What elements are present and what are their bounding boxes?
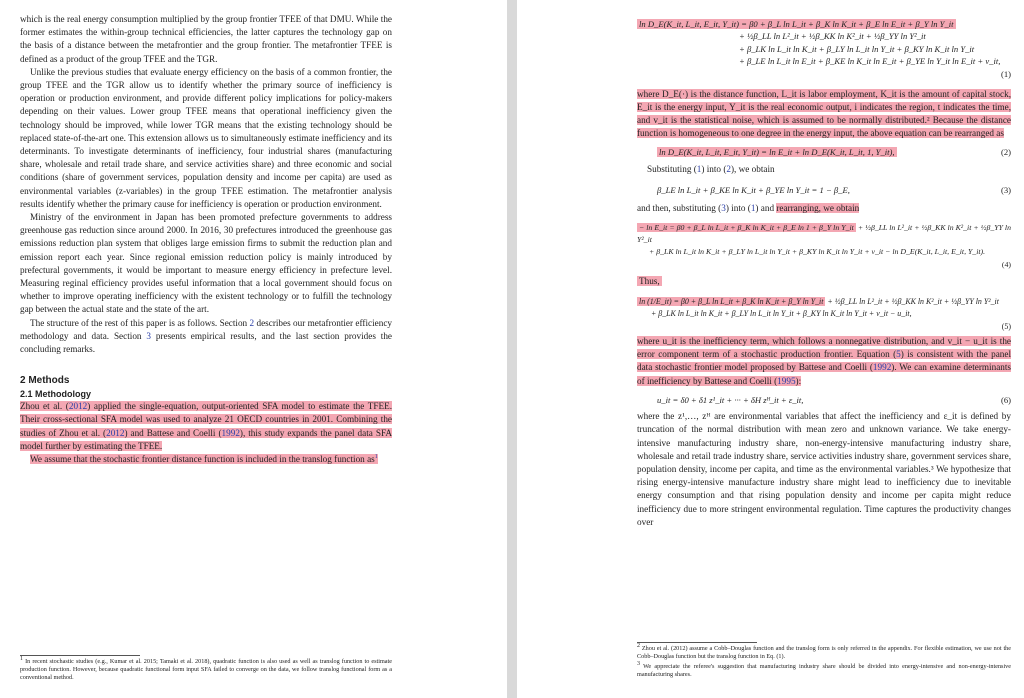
subsection-heading-methodology: 2.1 Methodology bbox=[20, 389, 92, 400]
equation-1: ln D_E(K_it, L_it, E_it, Y_it) = β0 + β_L ln L_it + β_K ln K_it + β_E ln E_it + β_Y ln Y_it + ½β_LL ln L²_it + ½β_KK ln K²_it + ½β_YY ln Y²_it + β_LK ln L_it ln K_it + β_LY ln L_it ln Y_it + β_KY ln K_it ln Y_it + β_LE ln L_it ln E_it + β_KE ln K_it ln E_it + β_YE ln Y_it ln E_it + v_it, (1) bbox=[639, 19, 1011, 80]
paragraph-ministry: Ministry of the environment in Japan has been promoted prefecture governments to address greenhouse gas reduction since around 2000. In 2016, 30 prefectures introduced the greenhouse gas emissions reduction plan system that obliges large emission firms to submit the reduction plan and emission report each year. Since regional emission reduction policy is mainly introduced by prefectural governments, it would be important to measure energy efficiency in prefecture level. Measuring reginal efficiency provides useful information that a local government should focus on whether to improve operating inefficiency with the existent technology or to fulfill the technology gap between the actual state and the state of the art. bbox=[20, 212, 392, 315]
equation-link[interactable]: 3 bbox=[721, 203, 726, 214]
citation-link[interactable]: 1995 bbox=[777, 375, 796, 386]
equation-link[interactable]: 1 bbox=[696, 163, 702, 174]
right-page bbox=[517, 0, 1024, 698]
citation-link[interactable]: 2012 bbox=[106, 427, 125, 438]
citation-link[interactable]: 1992 bbox=[221, 427, 240, 438]
citation-link[interactable]: 1992 bbox=[872, 362, 892, 373]
paragraph-assume: We assume that the stochastic frontier distance function is included in the translog function as$^1$ bbox=[30, 454, 378, 465]
paragraph-intro: which is the real energy consumption multiplied by the group frontier TFEE of that DMU. While the former estimates the within-group technical efficiencies, the latter captures the technology gap on the basis of a distance between the metafrontier and the group frontier. The metafrontier TFEE is defined as a product of the group TFEE and the TGR. bbox=[20, 14, 392, 64]
paragraph-substituting: Substituting (1) into (2), we obtain bbox=[647, 163, 775, 174]
paragraph-unlike: Unlike the previous studies that evaluate energy efficiency on the basis of a common frontier, the group TFEE and the TGR allow us to identify whether the primary source of inefficiency is operation or production environment, and provide different policy implications for policy-makers depending on their values. Lower group TFEE means that operational inefficiency given the technology should be improved, while lower TGR means that the existing technology should be replaced state-of-the-art one. This extension allows us to simultaneously estimate inefficiency and its determinants. To investigate determinants of inefficiency, four industrial shares (manufacturing share, wholesale and retail trade share, and service activities share) and three economic and social conditions (share of government services, population density and income per capita) are used as environmental variables (z-variables) in the group TFEE estimation. The metafrontier analysis results identify whether the primary cause for inefficiency is operation or production environment. bbox=[20, 66, 392, 209]
equation-number: (4) bbox=[1001, 260, 1011, 270]
equation-link[interactable]: 2 bbox=[726, 163, 731, 174]
section-link-3[interactable]: 3 bbox=[146, 330, 151, 341]
footnote-marker[interactable]: 1 bbox=[374, 454, 378, 461]
equation-2: ln D_E(K_it, L_it, E_it, Y_it) = ln E_it + ln D_E(K_it, L_it, 1, Y_it), (2) bbox=[659, 147, 1011, 158]
paragraph-zhou: Zhou et al. (2012) applied the single-equation, output-oriented SFA model to estimate the TFEE. Their cross-sectional SFA model was used to analyze 21 OECD countries in 2001. Combining the studies of Zhou et al. (2012) and Battese and Coelli (1992), this study expands the panel data SFA model further by estimating the TFEE. bbox=[20, 401, 393, 451]
paragraph-where-3: where the z¹,…, zᴴ are environmental variables that affect the inefficiency and ε_it is defined by truncation of the normal distribution with mean zero and unknown variance. We take energy-intensive manufacturing industry share, non-energy-intensive manufacturing industry share, wholesale and retail trade industry share, service activities industry share, government services share, population density, income per capita, and time as the environmental variables.³ We hypothesize that rising energy-intensive manufacture industry share might lead to inefficiency due to inevitable energy consumption and that rising population density and income per capita might reduce inefficiency due to more stringent environmental regulation. Time captures the productivity changes over bbox=[637, 411, 1011, 527]
left-page bbox=[0, 0, 507, 698]
paragraph-then: and then, substituting (3) into (1) and rearranging, we obtain bbox=[637, 203, 860, 214]
equation-link[interactable]: 5 bbox=[896, 349, 901, 360]
footnote-rule bbox=[637, 642, 757, 643]
equation-link[interactable]: 1 bbox=[750, 203, 756, 214]
paragraph-thus: Thus, bbox=[639, 275, 660, 286]
paragraph-structure: The structure of the rest of this paper is as follows. Section 2 describes our metafrontier efficiency methodology and data. Section 3 presents empirical results, and the last section provides the concluding remarks. bbox=[20, 317, 392, 355]
left-column bbox=[20, 13, 392, 466]
footnote-2: $^2$ Zhou et al. (2012) assume a Cobb–Douglas function and the translog form is only referred in the appendix. For flexible estimation, we use not the Cobb–Douglas function but the translog function in Eq. (1). bbox=[637, 642, 1011, 660]
right-column bbox=[637, 14, 1011, 529]
footnote-3: $^3$ We appreciate the referee's suggestion that manufacturing industry share should be divided into energy-intensive and non-energy-intensive manufacturing shares. bbox=[637, 660, 1012, 678]
page-gutter bbox=[507, 0, 517, 698]
equation-number: (2) bbox=[1000, 147, 1011, 158]
paragraph-where-1: where D_E(·) is the distance function, L_it is labor employment, K_it is the amount of capital stock, E_it is the energy input, Y_it is the real economic output, i indicates the region, t indicates the time, and v_it is the statistical noise, which is assumed to be normally distributed.² Because the distance function is homogeneous to one degree in the energy input, the above equation can be rearranged as bbox=[637, 88, 1011, 139]
equation-5: ln (1/E_it) = β0 + β_L ln L_it + β_K ln K_it + β_Y ln Y_it + ½β_LL ln L²_it + ½β_KK ln K²_it + ½β_YY ln Y²_it + β_LK ln L_it ln K_it + β_LY ln L_it ln Y_it + β_KY ln K_it ln Y_it + v_it − u_it, (5) bbox=[637, 296, 1011, 321]
section-link-2[interactable]: 2 bbox=[249, 317, 255, 328]
equation-3: β_LE ln L_it + β_KE ln K_it + β_YE ln Y_it = 1 − β_E, (3) bbox=[657, 185, 1011, 196]
footnote-rule bbox=[20, 655, 140, 656]
section-heading-methods: 2 Methods bbox=[20, 375, 70, 387]
footnote-1: $^1$ In recent stochastic studies (e.g., Kumar et al. 2015; Tamaki et al. 2018), quadratic function is also used as well as translog function to estimate production function. However, because quadratic functional form input SFA failed to converge on the data, we follow translog functional form as a conventional method. bbox=[20, 655, 393, 681]
equation-number: (5) bbox=[1001, 322, 1011, 332]
paragraph-where-2: where u_it is the inefficiency term, which follows a nonnegative distribution, and v_it − u_it is the error component term of a stochastic production frontier. Equation (5) is consistent with the panel data stochastic frontier model proposed by Battese and Coelli (1992). We can examine determinants of inefficiency by Battese and Coelli (1995): bbox=[637, 335, 1011, 386]
equation-6: u_it = δ0 + δ1 z¹_it + ··· + δH zᴴ_it + ε_it, (6) bbox=[657, 394, 1011, 405]
equation-4: − ln E_it = β0 + β_L ln L_it + β_K ln K_it + β_E ln 1 + β_Y ln Y_it + ½β_LL ln L²_it + ½β_KK ln K²_it + ½β_YY ln Y²_it + β_LK ln L_it ln K_it + β_LY ln L_it ln Y_it + β_KY ln K_it ln Y_it + v_it − ln D_E(K_it, L_it, E_it, Y_it). (4) bbox=[637, 222, 1011, 259]
equation-number: (1) bbox=[1000, 69, 1011, 80]
equation-number: (6) bbox=[1000, 394, 1011, 405]
equation-number: (3) bbox=[1000, 185, 1011, 196]
citation-link[interactable]: 2012 bbox=[68, 401, 88, 412]
